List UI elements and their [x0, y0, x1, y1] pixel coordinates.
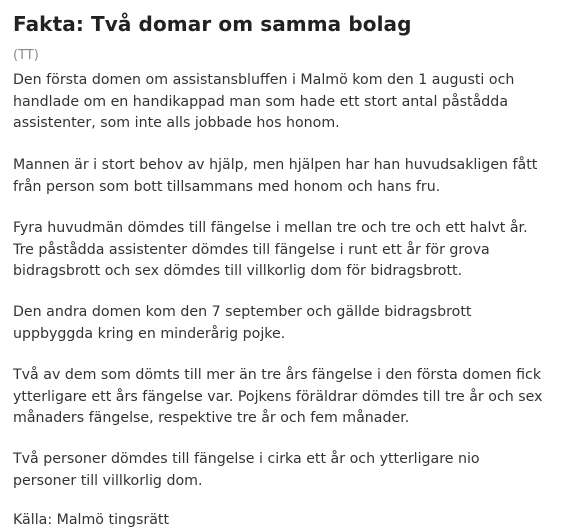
source-credit: Källa: Malmö tingsrätt [13, 512, 170, 528]
paragraph-first-verdict: Den första domen om assistansbluffen i Malmö kom den 1 augusti och handlade om en handikappad man som hade ett stort antal påstådda assistenter, som inte alls jobbade hos honom. [13, 72, 515, 131]
paragraph-sentences: Fyra huvudmän dömdes till fängelse i mellan tre och tre och ett halvt år. Tre påstådda assistenter dömdes till fängelse i runt ett år för grova bidragsbrott och sex dömdes till villkorlig dom för bidragsbrott. [13, 220, 528, 279]
fact-title: Fakta: Två domar om samma bolag [13, 12, 412, 36]
paragraph-other-sentences: Två personer dömdes till fängelse i cirka ett år och ytterligare nio personer till villkorlig dom. [13, 451, 480, 489]
paragraph-second-verdict: Den andra domen kom den 7 september och gällde bidragsbrott uppbyggda kring en minderårig pojke. [13, 304, 472, 342]
paragraph-additional-sentences: Två av dem som dömts till mer än tre års fängelse i den första domen fick ytterligare ett års fängelse var. Pojkens föräldrar dömdes till tre år och sex månaders fängelse, respektive tre år och fem månader. [13, 367, 543, 426]
paragraph-help-need: Mannen är i stort behov av hjälp, men hjälpen har han huvudsakligen fått från person som bott tillsammans med honom och hans fru. [13, 157, 538, 195]
source-tag: (TT) [13, 48, 39, 63]
